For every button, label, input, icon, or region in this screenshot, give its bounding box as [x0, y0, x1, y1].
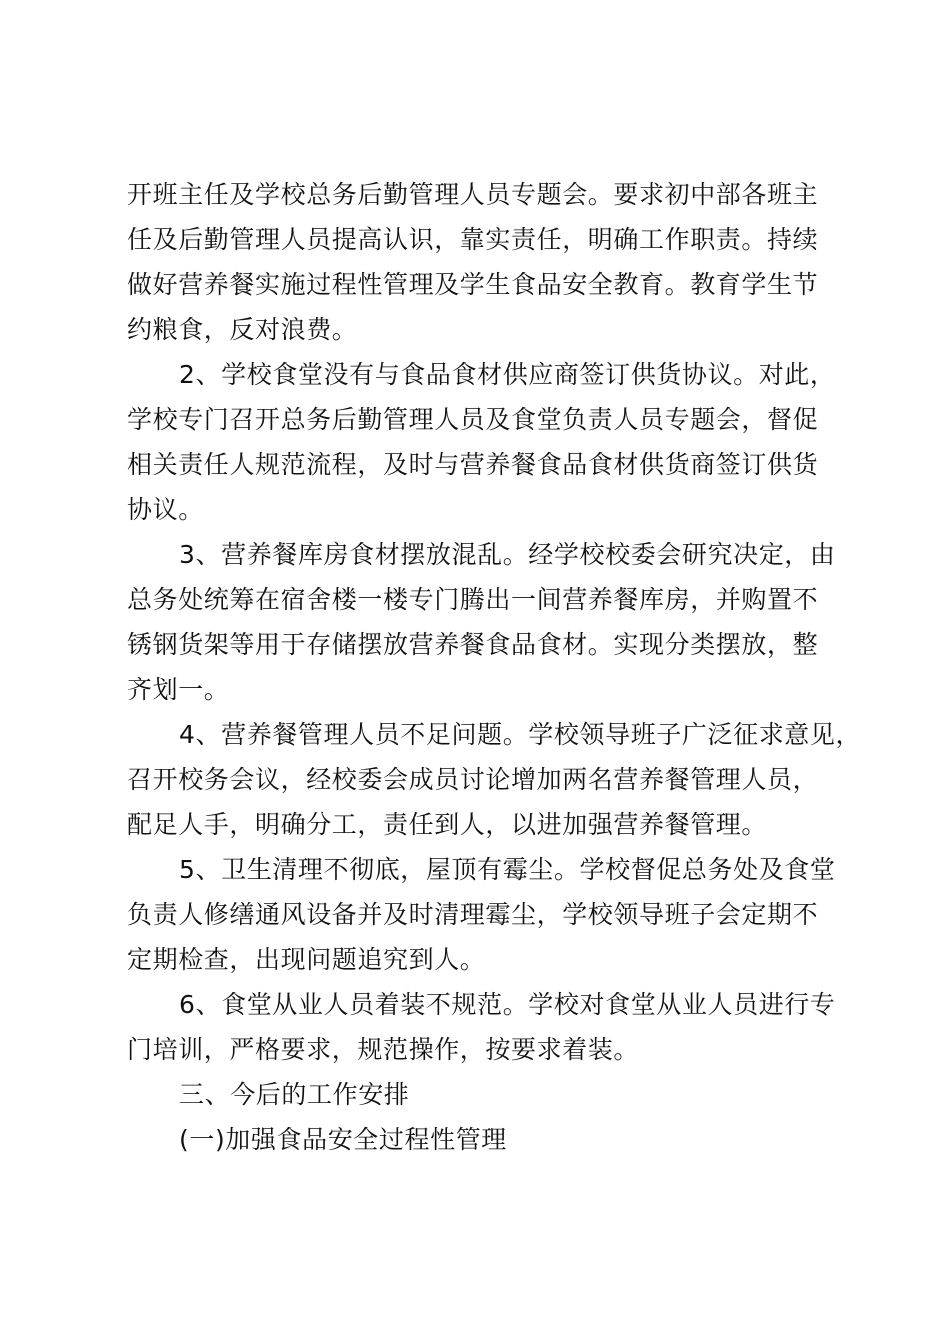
text-line: 协议。 [127, 495, 204, 524]
text-line: 召开校务会议，经校委会成员讨论增加两名营养餐管理人员， [127, 765, 819, 794]
text-line: 做好营养餐实施过程性管理及学生食品安全教育。教育学生节 [127, 270, 819, 299]
text-line: 负责人修缮通风设备并及时清理霉尘，学校领导班子会定期不 [127, 900, 819, 929]
subsection-heading: (一)加强食品安全过程性管理 [179, 1125, 507, 1154]
text-line: 学校专门召开总务后勤管理人员及食堂负责人员专题会，督促 [127, 405, 819, 434]
text-line: 开班主任及学校总务后勤管理人员专题会。要求初中部各班主 [127, 180, 819, 209]
text-line: 约粮食，反对浪费。 [127, 315, 358, 344]
paragraph-start-line: 3、营养餐库房食材摆放混乱。经学校校委会研究决定，由 [179, 540, 836, 569]
text-line: 齐划一。 [127, 675, 230, 704]
text-line: 定期检查，出现问题追究到人。 [127, 945, 486, 974]
text-line: 总务处统筹在宿舍楼一楼专门腾出一间营养餐库房，并购置不 [127, 585, 819, 614]
paragraph-start-line: 5、卫生清理不彻底，屋顶有霉尘。学校督促总务处及食堂 [179, 855, 836, 884]
text-line: 锈钢货架等用于存储摆放营养餐食品食材。实现分类摆放，整 [127, 630, 819, 659]
paragraph-start-line: 4、营养餐管理人员不足问题。学校领导班子广泛征求意见， [179, 720, 862, 749]
section-heading: 三、今后的工作安排 [179, 1080, 410, 1109]
paragraph-start-line: 2、学校食堂没有与食品食材供应商签订供货协议。对此， [179, 360, 836, 389]
text-line: 任及后勤管理人员提高认识，靠实责任，明确工作职责。持续 [127, 225, 819, 254]
document-body [127, 172, 862, 1162]
text-line: 配足人手，明确分工，责任到人，以进加强营养餐管理。 [127, 810, 768, 839]
text-line: 相关责任人规范流程，及时与营养餐食品食材供货商签订供货 [127, 450, 819, 479]
paragraph-start-line: 6、食堂从业人员着装不规范。学校对食堂从业人员进行专 [179, 990, 836, 1019]
text-line: 门培训，严格要求，规范操作，按要求着装。 [127, 1035, 640, 1064]
